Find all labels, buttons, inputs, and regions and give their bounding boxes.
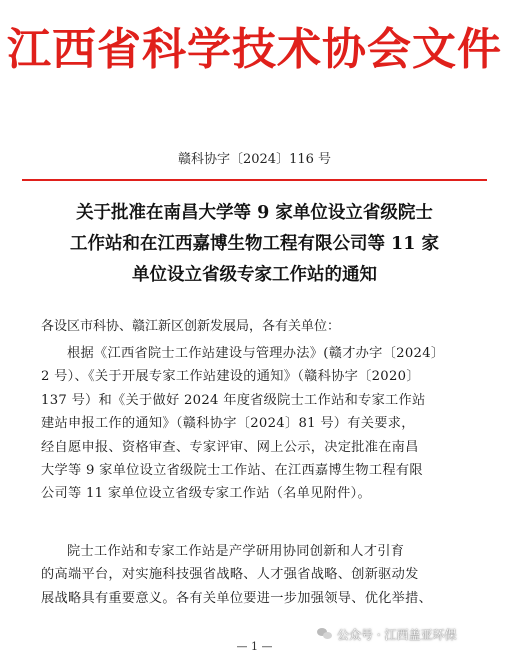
addressee-line: 各设区市科协、赣江新区创新发展局，各有关单位： [41, 319, 341, 334]
paragraph-line: 137 号）和《关于做好 2024 年度省级院士工作站和专家工作站 [41, 392, 426, 408]
paragraph-line: 根据《江西省院士工作站建设与管理办法》(赣才办字〔2024〕 [67, 346, 445, 361]
paragraph-line: 院士工作站和专家工作站是产学研用协同创新和人才引育 [67, 544, 405, 559]
title-line: 单位设立省级专家工作站的通知 [132, 265, 377, 285]
paragraph-line: 的高端平台，对实施科技强省战略、人才强省战略、创新驱动发 [41, 567, 419, 583]
red-divider-line [22, 179, 487, 181]
watermark-text: 公众号 · 江西盖亚环保 [337, 627, 457, 642]
page-number: — 1 — [236, 640, 273, 653]
paragraph-line: 展战略具有重要意义。各有关单位要进一步加强领导、优化举措、 [41, 590, 433, 606]
paragraph-line: 经自愿申报、资格审查、专家评审、网上公示，决定批准在南昌 [41, 439, 419, 455]
document-masthead: 江西省科学技术协会文件 [7, 24, 502, 75]
paragraph-line: 大学等 9 家单位设立省级院士工作站、在江西嘉博生物工程有限 [41, 463, 423, 479]
body-paragraph-2 [41, 540, 481, 610]
notice-title [28, 198, 481, 291]
paragraph-line: 建站申报工作的通知》（赣科协字〔2024〕81 号）有关要求， [41, 416, 415, 432]
paragraph-line: 2 号）、《关于开展专家工作站建设的通知》（赣科协字〔2020〕 [41, 369, 420, 385]
paragraph-line: 公司等 11 家单位设立省级专家工作站（名单见附件）。 [41, 486, 371, 502]
document-number: 赣科协字〔2024〕116 号 [177, 152, 332, 167]
title-line: 工作站和在江西嘉博生物工程有限公司等 11 家 [69, 234, 440, 254]
body-paragraph-1 [41, 342, 481, 506]
wechat-icon [317, 627, 333, 641]
title-line: 关于批准在南昌大学等 9 家单位设立省级院士 [76, 203, 433, 223]
